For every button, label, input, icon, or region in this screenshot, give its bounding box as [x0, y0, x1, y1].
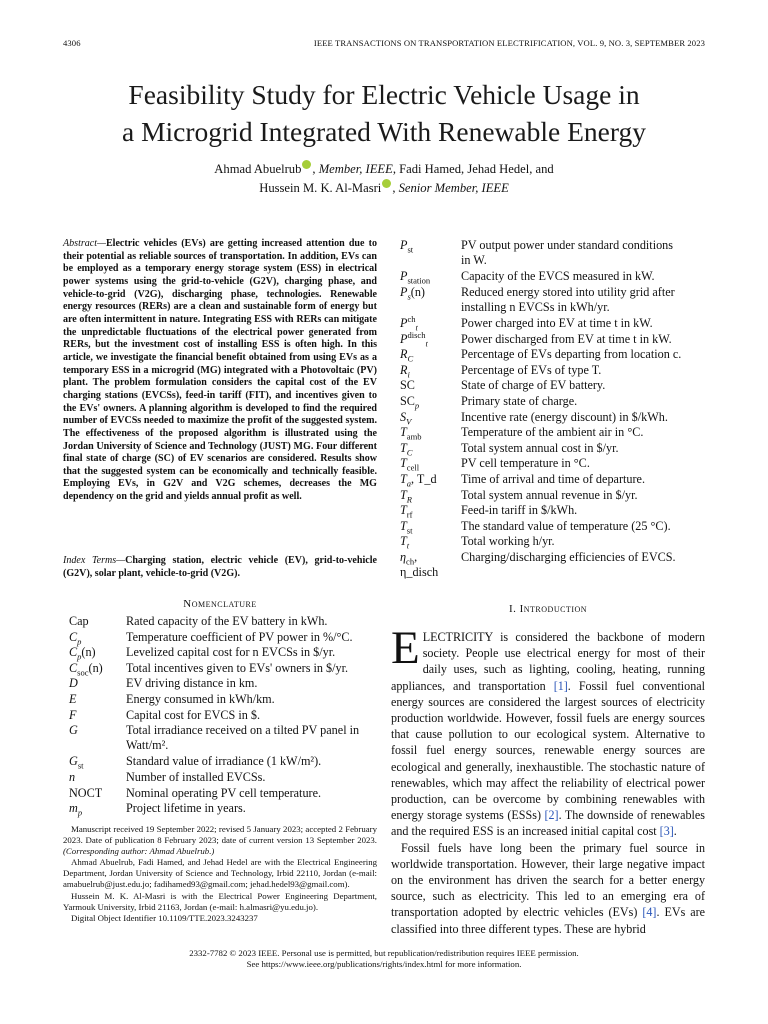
nomenclature-description: [126, 786, 321, 801]
nomenclature-description: [126, 614, 327, 629]
description-line: Capital cost for EVCS in $.: [126, 707, 261, 722]
symbol-base: G: [69, 754, 78, 769]
author-role: Senior Member, IEEE: [398, 180, 509, 195]
description-line: Capacity of the EVCS measured in kW.: [461, 269, 655, 284]
symbol-base: C: [69, 629, 78, 644]
nomenclature-row: [400, 269, 720, 285]
author-names: Fadi Hamed, Jehad Hedel, and: [399, 162, 554, 176]
symbol-subscript: V: [406, 415, 412, 426]
author-list: [40, 160, 728, 197]
nomenclature-symbol: [400, 285, 456, 300]
drop-cap: E: [391, 622, 420, 674]
nomenclature-row: [69, 630, 379, 646]
intro-paragraph-2: Fossil fuels have long been the primary fuel source in worldwide transportation. However, their large negative impact on the environment has driven the search for a better energy source, such as electricity. This led to an emerging era of transportation adopted by electric vehicles (EVs) [4]. EVs are classified into three different types. These are hybrid: [391, 840, 705, 936]
symbol-argument: (n): [88, 660, 103, 675]
nomenclature-symbol: [400, 269, 456, 284]
nomenclature-row: [400, 503, 720, 519]
nomenclature-symbol: [69, 723, 125, 738]
symbol-subscript: C: [407, 353, 414, 364]
description-line: Project lifetime in years.: [126, 801, 246, 816]
nomenclature-row: [400, 394, 720, 410]
symbol-subscript: st: [406, 525, 413, 536]
symbol-subscript: ch: [406, 556, 415, 567]
title-line-2: a Microgrid Integrated With Renewable Energy: [121, 116, 647, 147]
nomenclature-symbol: [400, 441, 456, 456]
symbol-base: T: [400, 534, 407, 549]
symbol-base: SC: [400, 378, 415, 393]
symbol-superscript: ch: [407, 313, 416, 324]
symbol-base: m: [69, 801, 78, 816]
symbol-base: T: [400, 471, 407, 486]
description-line: Total incentives given to EVs' owners in $/yr.: [126, 660, 349, 675]
nomenclature-description: [461, 363, 721, 378]
symbol-subscript: st: [77, 760, 84, 771]
symbol-subscript: p: [77, 636, 82, 647]
description-line: PV output power under standard conditions: [461, 238, 674, 252]
description-line: Total system annual revenue in $/yr.: [461, 487, 638, 502]
symbol-subscript: s: [407, 291, 411, 302]
symbol-base: NOCT: [69, 785, 103, 800]
description-line: Charging/discharging efficiencies of EVCS.: [461, 549, 676, 564]
symbol-subscript: soc: [77, 667, 89, 678]
symbol-base: Cap: [69, 614, 89, 628]
symbol-base: C: [69, 660, 78, 675]
symbol-argument: , η_disch: [400, 549, 439, 580]
nomenclature-symbol: [69, 754, 125, 769]
section-heading-introduction: I. Introduction: [508, 603, 588, 615]
description-line: Rated capacity of the EV battery in kWh.: [126, 614, 328, 628]
nomenclature-row: [400, 238, 720, 269]
description-line: Percentage of EVs departing from location c.: [461, 347, 682, 362]
nomenclature-symbol: [69, 692, 125, 707]
nomenclature-symbol: [400, 456, 456, 471]
nomenclature-description: [461, 441, 721, 456]
nomenclature-symbol: [400, 329, 456, 348]
nomenclature-row: [69, 786, 379, 802]
symbol-base: T: [400, 440, 407, 455]
nomenclature-description: [461, 238, 721, 268]
nomenclature-description: [461, 519, 721, 534]
symbol-subscript: R: [406, 493, 412, 504]
nomenclature-row: [400, 441, 720, 457]
nomenclature-symbol: [400, 363, 456, 378]
symbol-subscript: st: [407, 244, 414, 255]
symbol-base: P: [400, 315, 408, 330]
nomenclature-symbol: [69, 786, 125, 801]
nomenclature-row: [69, 770, 379, 786]
description-line: Incentive rate (energy discount) in $/kWh.: [461, 409, 668, 424]
nomenclature-row: [400, 363, 720, 379]
nomenclature-symbol: [69, 661, 125, 676]
nomenclature-symbol: [400, 394, 456, 409]
nomenclature-row: [69, 708, 379, 724]
description-line: EV driving distance in km.: [126, 676, 258, 691]
nomenclature-description: [461, 410, 721, 425]
description-line: in W.: [461, 253, 487, 268]
page-number: 4306: [63, 38, 81, 48]
index-terms-text: Charging station, electric vehicle (EV), grid-to-vehicle (G2V), solar plant, vehicle-to-grid (V2G).: [63, 555, 377, 579]
nomenclature-description: [461, 472, 721, 487]
nomenclature-symbol: [400, 425, 456, 440]
description-line: Levelized capital cost for n EVCSs in $/yr.: [126, 645, 336, 660]
nomenclature-symbol: [69, 801, 125, 816]
symbol-argument: , T_d: [411, 471, 437, 486]
symbol-base: D: [69, 676, 78, 691]
journal-header: IEEE TRANSACTIONS ON TRANSPORTATION ELECTRIFICATION, VOL. 9, NO. 3, SEPTEMBER 2023: [313, 38, 705, 48]
nomenclature-row: [400, 410, 720, 426]
orcid-icon[interactable]: [382, 179, 391, 188]
symbol-subscript: p: [77, 807, 83, 818]
nomenclature-symbol: [400, 410, 456, 425]
symbol-superscript: disch: [407, 329, 426, 340]
nomenclature-symbol: [400, 503, 456, 518]
footnote-affiliation-2: Hussein M. K. Al-Masri is with the Electrical Power Engineering Department, Yarmouk University, Irbid 21163, Jordan (e-mail: h.almasri@yu.edu.jo).: [63, 890, 377, 912]
author-name: Hussein M. K. Al-Masri: [259, 180, 382, 195]
nomenclature-row: [400, 472, 720, 488]
abstract: [63, 238, 377, 504]
symbol-subscript: t: [415, 322, 418, 333]
symbol-base: S: [400, 409, 407, 424]
symbol-subscript: rf: [406, 509, 413, 520]
symbol-subscript: p: [77, 651, 82, 662]
footnote-manuscript: Manuscript received 19 September 2022; revised 5 January 2023; accepted 2 February 2023. Date of publication 8 February 2023; date of current version 13 September 2023. (Corresponding author: Ahmad Abuelrub.): [63, 824, 377, 857]
description-line: The standard value of temperature (25 °C).: [461, 518, 671, 533]
author-line-1: Ahmad Abuelrub , Member, IEEE, Fadi Hamed, Jehad Hedel, and: [214, 162, 554, 176]
symbol-base: SC: [400, 393, 415, 408]
symbol-base: P: [400, 284, 408, 299]
footnote-doi: Digital Object Identifier 10.1109/TTE.2023.3243237: [71, 912, 258, 923]
nomenclature-description: [461, 378, 721, 393]
nomenclature-description: [126, 661, 348, 676]
description-line: Energy consumed in kWh/km.: [126, 691, 275, 706]
nomenclature-row: [400, 378, 720, 394]
nomenclature-row: [400, 313, 720, 333]
nomenclature-description: [461, 394, 721, 409]
nomenclature-symbol: [400, 550, 456, 580]
nomenclature-description: [126, 801, 246, 816]
description-line: Power charged into EV at time t in kW.: [461, 315, 653, 330]
description-line: Total working h/yr.: [461, 534, 555, 549]
symbol-base: n: [69, 769, 76, 784]
index-terms-label: Index Terms—: [63, 555, 126, 566]
symbol-subscript: a: [406, 478, 412, 489]
symbol-subscript: station: [407, 275, 431, 286]
symbol-argument: (n): [81, 645, 96, 660]
nomenclature-description: [461, 425, 721, 440]
description-line: Number of installed EVCSs.: [126, 769, 266, 784]
copyright-notice: [40, 948, 728, 970]
nomenclature-symbol: [400, 238, 456, 253]
introduction-body: [391, 622, 705, 937]
nomenclature-description: [126, 708, 260, 723]
symbol-base: η: [400, 549, 407, 564]
nomenclature-row: [400, 347, 720, 363]
description-line: Power discharged from EV at time t in kW.: [461, 331, 672, 346]
nomenclature-description: [461, 332, 721, 347]
nomenclature-description: [461, 456, 721, 471]
nomenclature-heading: Nomenclature: [183, 598, 257, 610]
nomenclature-description: [126, 692, 275, 707]
symbol-base: G: [69, 723, 78, 738]
nomenclature-row: [400, 549, 720, 580]
nomenclature-description: [126, 754, 321, 769]
nomenclature-description: [126, 676, 257, 691]
citation-link[interactable]: [4]: [642, 905, 657, 920]
nomenclature-description: [461, 488, 721, 503]
author-name: Ahmad Abuelrub: [214, 162, 302, 176]
description-line: Time of arrival and time of departure.: [461, 471, 645, 486]
intro-paragraph-1: ELECTRICITY is considered the backbone of modern society. People use electrical energy for most of their daily uses, such as lighting, cooling, heating, running appliances, and transportation [1]. Fossil fuel conventional energy sources are considered the largest sources of electricity production worldwide. However, fossil fuels are energy sources that cause pollution to our ecological system. Alternative to fossil fuel energy sources, renewable energy sources are ecological and generally, inexhaustible. The stochastic nature of renewables, which may affect the reliability of electrical power production, can be overcome by combining renewables with energy storage systems (ESSs) [2]. The downside of renewables and the required ESS is an increased initial capital cost [3].: [391, 622, 705, 839]
nomenclature-symbol: [400, 472, 456, 487]
citation-link[interactable]: [3]: [659, 824, 674, 839]
author-role: Member, IEEE: [318, 162, 393, 176]
symbol-subscript: C: [406, 447, 413, 458]
symbol-subscript: amb: [406, 431, 422, 442]
nomenclature-row: [69, 801, 379, 817]
nomenclature-description: [461, 503, 721, 518]
author-line-2: Hussein M. K. Al-Masri , Senior Member, IEEE: [259, 180, 509, 195]
nomenclature-symbol: [69, 630, 125, 645]
nomenclature-symbol: [69, 708, 125, 723]
copyright-line-2: See https://www.ieee.org/publications/rights/index.html for more information.: [246, 959, 522, 970]
nomenclature-list-left: [69, 614, 379, 817]
orcid-icon[interactable]: [302, 160, 311, 169]
symbol-argument: (n): [410, 284, 425, 299]
symbol-base: T: [400, 487, 407, 502]
description-line: Reduced energy stored into utility grid after: [461, 284, 675, 299]
nomenclature-description: [126, 770, 265, 785]
description-line: Watt/m².: [126, 738, 169, 753]
description-line: Percentage of EVs of type T.: [461, 362, 602, 377]
nomenclature-row: [400, 456, 720, 472]
symbol-subscript: i: [407, 369, 410, 380]
nomenclature-row: [400, 519, 720, 535]
description-line: Nominal operating PV cell temperature.: [126, 785, 322, 800]
nomenclature-symbol: [400, 347, 456, 362]
citation-link[interactable]: [2]: [544, 808, 559, 823]
abstract-label: Abstract—: [63, 238, 106, 249]
nomenclature-row: [69, 614, 379, 630]
symbol-base: T: [400, 456, 407, 471]
paper-title: [40, 76, 728, 150]
nomenclature-description: [461, 534, 721, 549]
description-line: State of charge of EV battery.: [461, 378, 606, 393]
nomenclature-description: [461, 285, 721, 315]
abstract-text: Electric vehicles (EVs) are getting increased attention due to their potential as reliable sources of transportation. In addition, EVs can be employed as a temporary energy storage system (ESS) in electrical power systems using the grid-to-vehicle (G2V), charging phase, and vehicle-to-grid (V2G), discharging phase, technologies. Renewable energy resources (RERs) are a clean and sustainable form of energy but are often intermittent in nature. Integrating ESS with RERs can mitigate the unpredictable fluctuations of the electrical power generated from RERs, but the investment cost of installing ESS is often high. In this article, we investigate the financial benefit obtained from using EVs as a temporary ESS in a microgrid (MG) integrated with a Photovoltaic (PV) plant. The problem formulation considers the capital cost of the EV charging stations (EVCSs), feed-in tariff (FIT), and incentives given to the EVs' owners. A planning algorithm is developed to find the required number of EVCSs needed to maximize the profit of the suggested system. The effectiveness of the proposed algorithm is illustrated using the Jordan University of Science and Technology (JUST) MG. Four different final state of charge (SC) of EV scenarios are considered. Results show that the suggested system can be economically and technically feasible. Employing EVs, in G2V and V2G schemes, decreases the MG dependency on the grid and yields annual profit as well.: [63, 238, 377, 503]
nomenclature-description: [126, 645, 335, 660]
nomenclature-symbol: [400, 378, 456, 393]
nomenclature-description: [461, 347, 721, 362]
nomenclature-row: [69, 645, 379, 661]
footnote: [63, 824, 377, 924]
description-line: Primary state of charge.: [461, 393, 578, 408]
nomenclature-row: [69, 754, 379, 770]
nomenclature-symbol: [69, 676, 125, 691]
nomenclature-description: [461, 316, 721, 331]
citation-link[interactable]: [1]: [553, 678, 568, 693]
nomenclature-row: [400, 329, 720, 348]
nomenclature-description: [461, 269, 721, 284]
nomenclature-symbol: [400, 488, 456, 503]
nomenclature-description: [461, 550, 721, 565]
symbol-base: F: [69, 707, 77, 722]
nomenclature-symbol: [400, 534, 456, 549]
description-line: Standard value of irradiance (1 kW/m²).: [126, 754, 322, 769]
description-line: Feed-in tariff in $/kWh.: [461, 503, 578, 518]
footnote-affiliation-1: Ahmad Abuelrub, Fadi Hamed, and Jehad Hedel are with the Electrical Engineering Department, Jordan University of Science and Technology, Irbid 22110, Jordan (e-mail: amabuelrub@just.edu.jo; fadihamed93@gmail.com; jehad.hedel93@gmail.com).: [63, 857, 377, 890]
symbol-base: P: [400, 269, 408, 284]
nomenclature-description: [126, 723, 359, 753]
symbol-base: T: [400, 425, 407, 440]
nomenclature-row: [69, 692, 379, 708]
symbol-base: P: [400, 238, 408, 252]
title-line-1: Feasibility Study for Electric Vehicle Usage in: [128, 79, 640, 110]
nomenclature-list-right: [400, 238, 720, 580]
nomenclature-symbol: [69, 614, 125, 629]
nomenclature-row: [400, 488, 720, 504]
description-line: Temperature coefficient of PV power in %/°C.: [126, 629, 353, 644]
nomenclature-row: [69, 676, 379, 692]
description-line: Total system annual cost in $/yr.: [461, 440, 619, 455]
symbol-base: E: [69, 691, 77, 706]
nomenclature-row: [400, 534, 720, 550]
nomenclature-row: [69, 723, 379, 754]
symbol-subscript: t: [425, 338, 428, 348]
nomenclature-symbol: [69, 645, 125, 660]
symbol-base: R: [400, 362, 408, 377]
nomenclature-row: [400, 285, 720, 316]
symbol-base: T: [400, 503, 407, 518]
symbol-base: C: [69, 645, 78, 660]
symbol-base: R: [400, 347, 408, 362]
symbol-base: T: [400, 518, 407, 533]
symbol-base: P: [400, 331, 408, 346]
symbol-subscript: cell: [406, 462, 420, 473]
nomenclature-row: [69, 661, 379, 677]
nomenclature-description: [126, 630, 353, 645]
description-line: Total irradiance received on a tilted PV panel in: [126, 723, 360, 738]
description-line: installing n EVCSs in kWh/yr.: [461, 299, 610, 314]
nomenclature-row: [400, 425, 720, 441]
symbol-subscript: t: [406, 540, 410, 551]
symbol-subscript: p: [414, 400, 420, 411]
description-line: PV cell temperature in °C.: [461, 456, 590, 471]
index-terms: [63, 555, 377, 580]
nomenclature-symbol: [69, 770, 125, 785]
nomenclature-symbol: [400, 519, 456, 534]
description-line: Temperature of the ambient air in °C.: [461, 425, 644, 440]
copyright-line-1: 2332-7782 © 2023 IEEE. Personal use is permitted, but republication/redistribution requires IEEE permission.: [189, 948, 579, 958]
